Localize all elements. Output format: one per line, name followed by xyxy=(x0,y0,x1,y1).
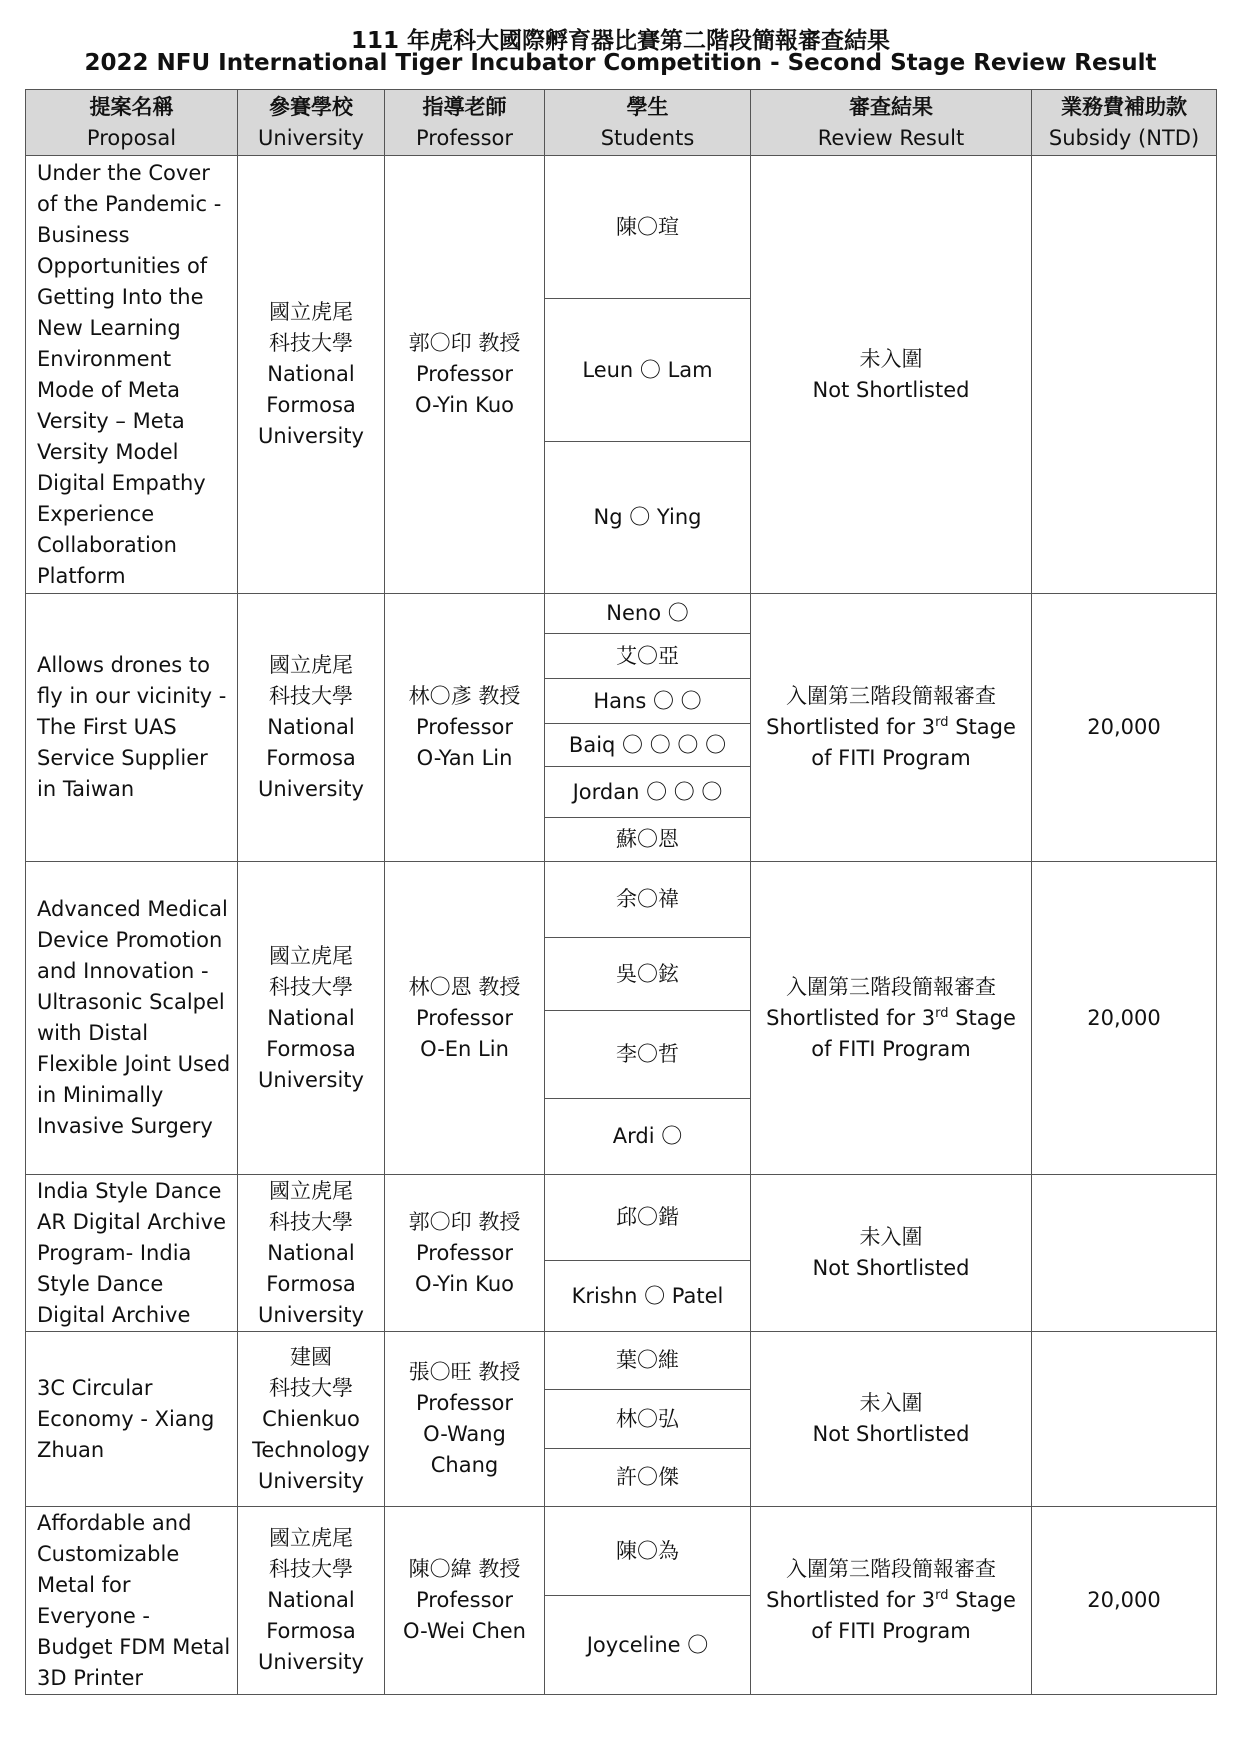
column-header-proposal: 提案名稱 Proposal xyxy=(26,90,238,156)
professor-cell: 郭〇印 教授 Professor O-Yin Kuo xyxy=(385,156,545,594)
student-cell: Leun 〇 Lam xyxy=(545,299,751,442)
student-cell: 葉〇維 xyxy=(545,1332,751,1390)
university-cell: 國立虎尾 科技大學 National Formosa University xyxy=(238,594,385,862)
review-result-cell: 入圍第三階段簡報審查 Shortlisted for 3rd Stage of FITI Program xyxy=(751,862,1032,1175)
proposal-cell: Affordable and Customizable Metal for Everyone - Budget FDM Metal 3D Printer xyxy=(26,1507,238,1695)
student-cell: 李〇哲 xyxy=(545,1011,751,1099)
student-cell: 林〇弘 xyxy=(545,1390,751,1449)
table-row xyxy=(26,1175,1217,1261)
professor-cell: 林〇恩 教授 Professor O-En Lin xyxy=(385,862,545,1175)
proposal-cell: India Style Dance AR Digital Archive Program- India Style Dance Digital Archive xyxy=(26,1175,238,1332)
university-cell: 國立虎尾 科技大學 National Formosa University xyxy=(238,156,385,594)
review-result-table xyxy=(25,89,1217,1695)
proposal-cell: Advanced Medical Device Promotion and Innovation - Ultrasonic Scalpel with Distal Flexible Joint Used in Minimally Invasive Surgery xyxy=(26,862,238,1175)
student-cell: Ardi 〇 xyxy=(545,1099,751,1175)
student-cell: 許〇傑 xyxy=(545,1449,751,1507)
proposal-cell: 3C Circular Economy - Xiang Zhuan xyxy=(26,1332,238,1507)
student-cell: Ng 〇 Ying xyxy=(545,442,751,594)
professor-cell: 陳〇緯 教授 Professor O-Wei Chen xyxy=(385,1507,545,1695)
student-cell: 艾〇亞 xyxy=(545,634,751,679)
document-title-chinese: 111 年虎科大國際孵育器比賽第二階段簡報審查結果 xyxy=(350,28,891,54)
review-result-cell: 未入圍 Not Shortlisted xyxy=(751,1175,1032,1332)
column-header-review-result: 審查結果 Review Result xyxy=(751,90,1032,156)
table-row xyxy=(26,594,1217,634)
column-header-university: 參賽學校 University xyxy=(238,90,385,156)
subsidy-cell: 20,000 xyxy=(1032,862,1217,1175)
column-header-professor: 指導老師 Professor xyxy=(385,90,545,156)
student-cell: Joyceline 〇 xyxy=(545,1596,751,1695)
review-result-cell: 入圍第三階段簡報審查 Shortlisted for 3rd Stage of FITI Program xyxy=(751,1507,1032,1695)
proposal-cell: Under the Cover of the Pandemic - Business Opportunities of Getting Into the New Learning Environment Mode of Meta Versity – Meta Versity Model Digital Empathy Experience Collaboration Platform xyxy=(26,156,238,594)
student-cell: 陳〇瑄 xyxy=(545,156,751,299)
table-row xyxy=(26,156,1217,299)
review-result-cell: 未入圍 Not Shortlisted xyxy=(751,156,1032,594)
student-cell: 余〇禕 xyxy=(545,862,751,938)
student-cell: Neno 〇 xyxy=(545,594,751,634)
subsidy-cell: 20,000 xyxy=(1032,594,1217,862)
column-header-subsidy: 業務費補助款 Subsidy (NTD) xyxy=(1032,90,1217,156)
student-cell: 陳〇為 xyxy=(545,1507,751,1596)
review-result-cell: 入圍第三階段簡報審查 Shortlisted for 3rd Stage of FITI Program xyxy=(751,594,1032,862)
student-cell: 吳〇鉉 xyxy=(545,938,751,1011)
university-cell: 國立虎尾 科技大學 National Formosa University xyxy=(238,862,385,1175)
university-cell: 國立虎尾 科技大學 National Formosa University xyxy=(238,1175,385,1332)
review-result-cell: 未入圍 Not Shortlisted xyxy=(751,1332,1032,1507)
professor-cell: 張〇旺 教授 Professor O-Wang Chang xyxy=(385,1332,545,1507)
student-cell: Jordan 〇 〇 〇 xyxy=(545,767,751,818)
subsidy-cell xyxy=(1032,1332,1217,1507)
student-cell: Baiq 〇 〇 〇 〇 xyxy=(545,724,751,767)
student-cell: Krishn 〇 Patel xyxy=(545,1261,751,1332)
table-row xyxy=(26,1507,1217,1596)
student-cell: 蘇〇恩 xyxy=(545,818,751,862)
professor-cell: 郭〇印 教授 Professor O-Yin Kuo xyxy=(385,1175,545,1332)
table-row xyxy=(26,862,1217,938)
subsidy-cell xyxy=(1032,1175,1217,1332)
column-header-students: 學生 Students xyxy=(545,90,751,156)
student-cell: Hans 〇 〇 xyxy=(545,679,751,724)
university-cell: 建國 科技大學 Chienkuo Technology University xyxy=(238,1332,385,1507)
table-header-row xyxy=(26,90,1217,156)
professor-cell: 林〇彥 教授 Professor O-Yan Lin xyxy=(385,594,545,862)
table-row xyxy=(26,1332,1217,1390)
subsidy-cell xyxy=(1032,156,1217,594)
university-cell: 國立虎尾 科技大學 National Formosa University xyxy=(238,1507,385,1695)
document-title-english: 2022 NFU International Tiger Incubator Competition - Second Stage Review Result xyxy=(84,50,1157,76)
student-cell: 邱〇鍇 xyxy=(545,1175,751,1261)
subsidy-cell: 20,000 xyxy=(1032,1507,1217,1695)
proposal-cell: Allows drones to fly in our vicinity - The First UAS Service Supplier in Taiwan xyxy=(26,594,238,862)
